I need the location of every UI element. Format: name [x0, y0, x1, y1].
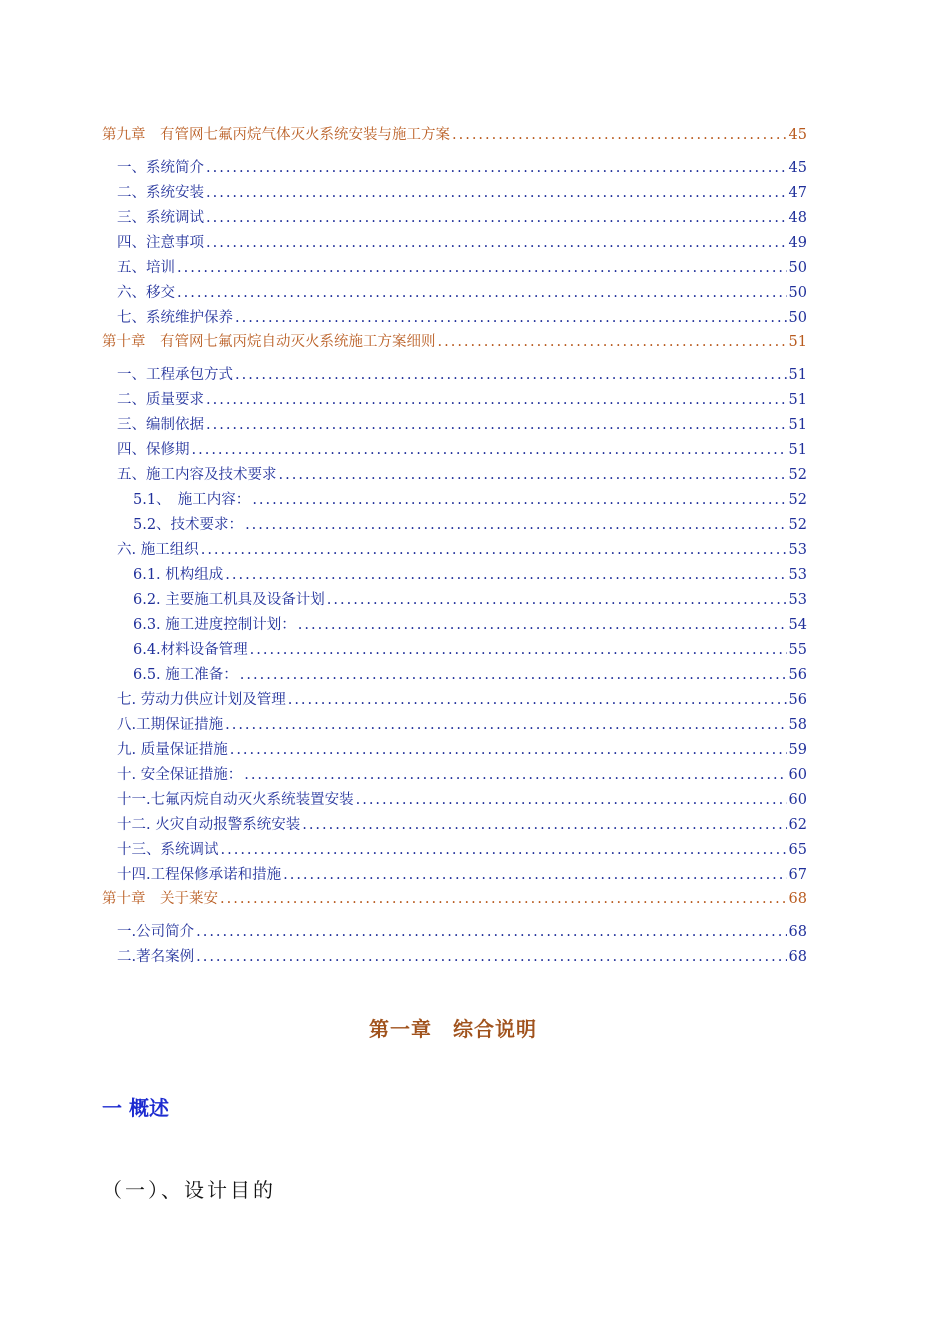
toc-page-number: 59: [788, 742, 807, 758]
toc-entry[interactable]: [102, 613, 807, 638]
toc-page-number: 45: [788, 127, 807, 143]
toc-dot-leader: [225, 713, 786, 738]
toc-page-number: 52: [788, 492, 807, 508]
toc-page-number: 68: [788, 924, 807, 940]
toc-entry-label: 五、培训: [117, 260, 175, 276]
toc-entry-label: 6.4.材料设备管理: [133, 642, 248, 658]
toc-entry-label: 三、系统调试: [117, 210, 204, 226]
toc-page-number: 56: [788, 692, 807, 708]
toc-dot-leader: [206, 206, 787, 231]
toc-entry-label: 一、工程承包方式: [117, 367, 233, 383]
toc-page-number: 50: [788, 310, 807, 326]
toc-page-number: 50: [788, 285, 807, 301]
toc-dot-leader: [438, 331, 787, 353]
toc-dot-leader: [252, 488, 786, 513]
toc-entry[interactable]: [102, 388, 807, 413]
toc-entry-label: 九. 质量保证措施: [117, 742, 228, 758]
toc-page-number: 65: [788, 842, 807, 858]
toc-dot-leader: [245, 513, 786, 538]
toc-dot-leader: [279, 463, 787, 488]
toc-entry[interactable]: [102, 156, 807, 181]
toc-page-number: 54: [788, 617, 807, 633]
toc-entry[interactable]: [102, 256, 807, 281]
toc-dot-leader: [177, 256, 787, 281]
toc-entry-label: 三、编制依据: [117, 417, 204, 433]
toc-entry[interactable]: [102, 413, 807, 438]
toc-entry-label: 第九章 有管网七氟丙烷气体灭火系统安装与施工方案: [102, 127, 450, 143]
toc-page-number: 60: [788, 792, 807, 808]
toc-dot-leader: [298, 613, 787, 638]
toc-dot-leader: [206, 388, 787, 413]
toc-entry-label: 6.1. 机构组成: [133, 567, 224, 583]
toc-page-number: 51: [788, 442, 807, 458]
toc-page-number: 51: [788, 392, 807, 408]
toc-dot-leader: [206, 156, 787, 181]
toc-page-number: 62: [788, 817, 807, 833]
toc-page-number: 68: [788, 949, 807, 965]
toc-entry[interactable]: [102, 463, 807, 488]
toc-entry[interactable]: [102, 513, 807, 538]
toc-entry-label: 十. 安全保证措施：: [117, 767, 243, 783]
toc-dot-leader: [452, 124, 787, 146]
toc-page-number: 48: [788, 210, 807, 226]
toc-entry-label: 一、系统简介: [117, 160, 204, 176]
toc-page-number: 51: [788, 367, 807, 383]
toc-entry-label: 六. 施工组织: [117, 542, 199, 558]
toc-entry-label: 二、系统安装: [117, 185, 204, 201]
toc-entry-label: 四、保修期: [117, 442, 190, 458]
toc-dot-leader: [206, 231, 787, 256]
toc-dot-leader: [235, 306, 787, 331]
table-of-contents: [102, 124, 807, 970]
toc-entry-label: 第十章 关于莱安: [102, 891, 218, 907]
toc-entry[interactable]: [102, 688, 807, 713]
toc-entry[interactable]: [102, 181, 807, 206]
toc-entry[interactable]: [102, 663, 807, 688]
toc-entry[interactable]: [102, 838, 807, 863]
toc-dot-leader: [196, 920, 786, 945]
toc-entry[interactable]: [102, 538, 807, 563]
toc-entry-label: 5.2、技术要求：: [133, 517, 244, 533]
toc-entry-label: 五、施工内容及技术要求: [117, 467, 277, 483]
toc-dot-leader: [206, 181, 787, 206]
toc-entry[interactable]: [102, 788, 807, 813]
toc-entry[interactable]: [102, 206, 807, 231]
toc-dot-leader: [196, 945, 786, 970]
toc-page-number: 56: [788, 667, 807, 683]
toc-entry[interactable]: [102, 813, 807, 838]
toc-dot-leader: [327, 588, 787, 613]
toc-entry[interactable]: [102, 488, 807, 513]
toc-page-number: 55: [788, 642, 807, 658]
toc-dot-leader: [225, 563, 786, 588]
toc-entry[interactable]: [102, 363, 807, 388]
toc-dot-leader: [302, 813, 786, 838]
toc-dot-leader: [206, 413, 787, 438]
toc-entry-label: 七、系统维护保养: [117, 310, 233, 326]
toc-chapter-entry[interactable]: [102, 888, 807, 920]
toc-page-number: 67: [788, 867, 807, 883]
toc-dot-leader: [240, 663, 787, 688]
toc-dot-leader: [235, 363, 787, 388]
toc-entry-label: 5.1、 施工内容：: [133, 492, 251, 508]
toc-dot-leader: [244, 763, 786, 788]
toc-entry[interactable]: [102, 763, 807, 788]
toc-entry-label: 6.2. 主要施工机具及设备计划: [133, 592, 325, 608]
toc-entry-label: 八.工期保证措施: [117, 717, 224, 733]
section-heading: 一 概述: [102, 1096, 169, 1120]
toc-entry-label: 十一.七氟丙烷自动灭火系统装置安装: [117, 792, 354, 808]
toc-entry-label: 六、移交: [117, 285, 175, 301]
toc-chapter-entry[interactable]: [102, 124, 807, 156]
toc-page-number: 52: [788, 467, 807, 483]
toc-entry[interactable]: [102, 638, 807, 663]
toc-entry[interactable]: [102, 563, 807, 588]
toc-dot-leader: [230, 738, 787, 763]
toc-entry-label: 第十章 有管网七氟丙烷自动灭火系统施工方案细则: [102, 334, 436, 350]
toc-chapter-entry[interactable]: [102, 331, 807, 363]
toc-dot-leader: [250, 638, 787, 663]
toc-entry[interactable]: [102, 281, 807, 306]
toc-page-number: 58: [788, 717, 807, 733]
toc-page-number: 60: [788, 767, 807, 783]
toc-entry-label: 二、质量要求: [117, 392, 204, 408]
toc-entry[interactable]: [102, 438, 807, 463]
toc-entry[interactable]: [102, 588, 807, 613]
toc-entry-label: 6.5. 施工准备：: [133, 667, 238, 683]
toc-entry-label: 6.3. 施工进度控制计划：: [133, 617, 296, 633]
toc-entry[interactable]: [102, 920, 807, 945]
toc-page-number: 51: [788, 417, 807, 433]
toc-entry[interactable]: [102, 713, 807, 738]
toc-page-number: 68: [788, 891, 807, 907]
toc-page-number: 45: [788, 160, 807, 176]
toc-dot-leader: [177, 281, 787, 306]
toc-dot-leader: [356, 788, 787, 813]
toc-page-number: 52: [788, 517, 807, 533]
toc-entry[interactable]: [102, 945, 807, 970]
toc-dot-leader: [288, 688, 787, 713]
toc-dot-leader: [283, 863, 786, 888]
toc-entry-label: 二.著名案例: [117, 949, 195, 965]
toc-entry-label: 一.公司简介: [117, 924, 195, 940]
toc-entry[interactable]: [102, 306, 807, 331]
chapter-heading: 第一章 综合说明: [369, 1017, 537, 1041]
toc-dot-leader: [192, 438, 787, 463]
toc-page-number: 47: [788, 185, 807, 201]
toc-entry-label: 七. 劳动力供应计划及管理: [117, 692, 286, 708]
toc-entry-label: 十二. 火灾自动报警系统安装: [117, 817, 301, 833]
toc-entry[interactable]: [102, 231, 807, 256]
toc-page-number: 53: [788, 567, 807, 583]
toc-entry-label: 十三、系统调试: [117, 842, 219, 858]
toc-page-number: 53: [788, 542, 807, 558]
toc-dot-leader: [220, 888, 787, 910]
toc-entry-label: 十四.工程保修承诺和措施: [117, 867, 282, 883]
toc-entry[interactable]: [102, 738, 807, 763]
toc-entry[interactable]: [102, 863, 807, 888]
toc-entry-label: 四、注意事项: [117, 235, 204, 251]
toc-dot-leader: [221, 838, 787, 863]
toc-dot-leader: [201, 538, 787, 563]
toc-page-number: 49: [788, 235, 807, 251]
toc-page-number: 51: [788, 334, 807, 350]
toc-page-number: 53: [788, 592, 807, 608]
sub-heading: （一）、设计目的: [102, 1178, 276, 1202]
toc-page-number: 50: [788, 260, 807, 276]
